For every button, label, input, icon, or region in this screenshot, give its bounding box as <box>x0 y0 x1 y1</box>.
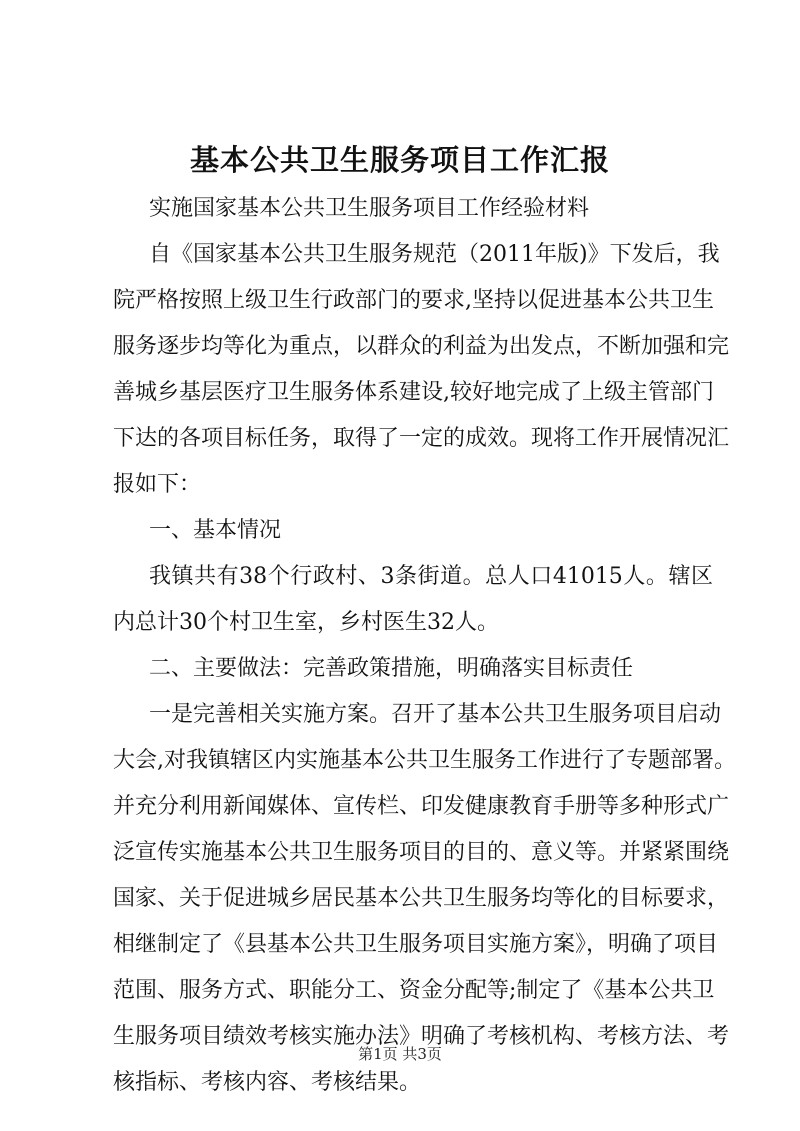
section-heading: 二、主要做法：完善政策措施，明确落实目标责任 <box>149 656 634 681</box>
page-footer: 第1页 共3页 <box>358 1045 442 1063</box>
paragraph-line: 自《国家基本公共卫生服务规范（2011年版)》下发后，我 <box>149 242 720 267</box>
paragraph-line: 并充分利用新闻媒体、宣传栏、印发健康教育手册等多种形式广 <box>113 794 730 819</box>
paragraph-line: 我镇共有38个行政村、3条街道。总人口41015人。辖区 <box>149 564 713 589</box>
document-body <box>113 186 736 1106</box>
paragraph-line: 国家、关于促进城乡居民基本公共卫生服务均等化的目标要求， <box>113 886 730 911</box>
paragraph-line: 生服务项目绩效考核实施办法》明确了考核机构、考核方法、考 <box>113 1024 730 1049</box>
paragraph-line: 范围、服务方式、职能分工、资金分配等;制定了《基本公共卫 <box>113 978 715 1003</box>
paragraph-line: 泛宣传实施基本公共卫生服务项目的目的、意义等。并紧紧围绕 <box>113 840 730 865</box>
paragraph-line: 善城乡基层医疗卫生服务体系建设,较好地完成了上级主管部门 <box>113 380 714 405</box>
paragraph-line: 相继制定了《县基本公共卫生服务项目实施方案》，明确了项目 <box>113 932 719 957</box>
paragraph-line: 服务逐步均等化为重点，以群众的利益为出发点，不断加强和完 <box>113 334 730 359</box>
paragraph-line: 核指标、考核内容、考核结果。 <box>113 1070 422 1095</box>
paragraph-line: 下达的各项目标任务，取得了一定的成效。现将工作开展情况汇 <box>113 426 730 451</box>
paragraph-line: 院严格按照上级卫生行政部门的要求,坚持以促进基本公共卫生 <box>113 288 714 313</box>
paragraph-line: 报如下： <box>113 472 202 497</box>
subtitle-line: 实施国家基本公共卫生服务项目工作经验材料 <box>149 196 590 221</box>
paragraph-line: 大会,对我镇辖区内实施基本公共卫生服务工作进行了专题部署。 <box>113 748 736 773</box>
document-title: 基本公共卫生服务项目工作汇报 <box>189 143 610 177</box>
paragraph-line: 一是完善相关实施方案。召开了基本公共卫生服务项目启动 <box>149 702 722 727</box>
section-heading: 一、基本情况 <box>149 518 282 543</box>
paragraph-line: 内总计30个村卫生室，乡村医生32人。 <box>113 610 499 635</box>
